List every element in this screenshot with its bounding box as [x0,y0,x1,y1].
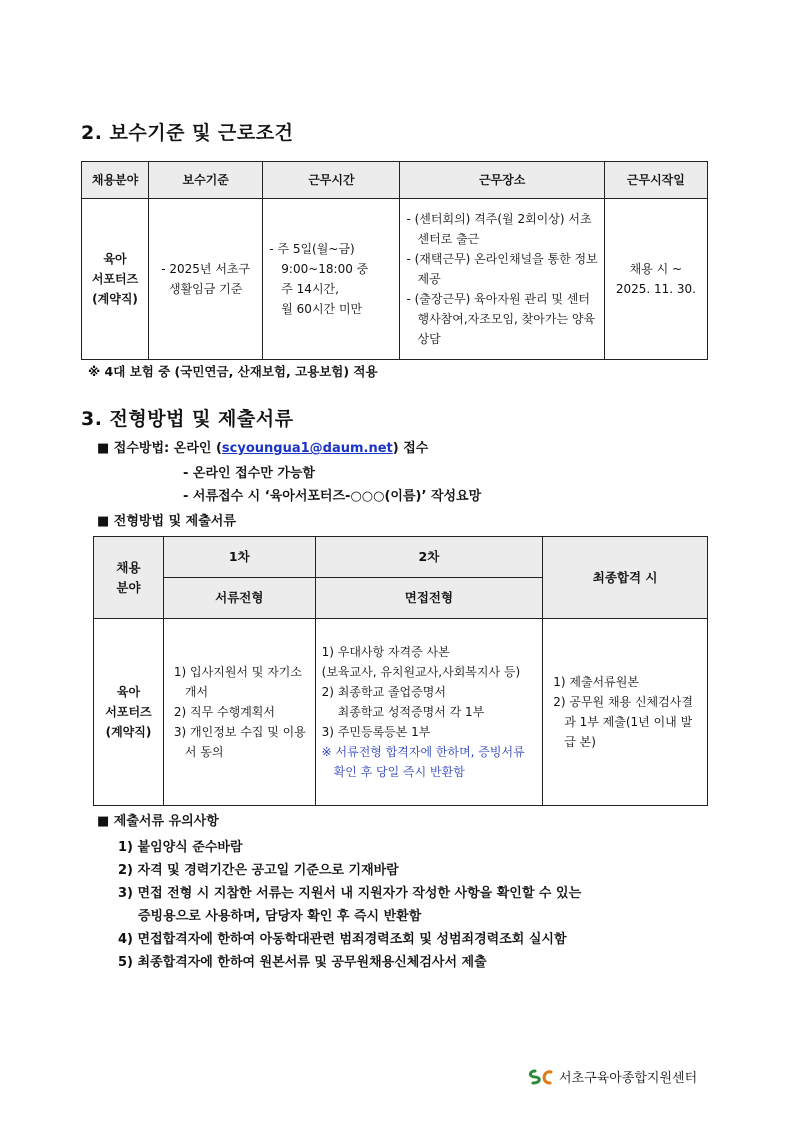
selection-table [93,536,708,806]
notes-list [118,836,581,974]
section3-title: 3. 전형방법 및 제출서류 [81,408,294,430]
place-item: - (재택근무) 온라인채널을 통한 정보제공 [406,252,598,286]
header-pay: 보수기준 [149,162,263,199]
method-title: ■ 전형방법 및 제출서류 [97,514,236,529]
email-link[interactable]: scyoungua1@daum.net [221,441,393,456]
note-item: 증빙용으로 사용하며, 담당자 확인 후 즉시 반환함 [138,909,422,924]
doc-item: 2) 직무 수행계획서 [173,705,275,719]
cell-hours: - 주 5일(월~금) 9:00~18:00 중 주 14시간, 월 60시간 미만 [263,199,400,360]
header-hours: 근무시간 [263,162,400,199]
footer [527,1067,697,1086]
cell-first [163,619,315,806]
header-first-sub: 서류전형 [163,578,315,619]
cell-final [543,619,708,806]
insurance-note: ※ 4대 보험 중 (국민연금, 산재보험, 고용보험) 적용 [88,364,378,379]
cell-field: 육아 서포터즈 (계약직) [94,619,164,806]
apply-item: - 서류접수 시 ‘육아서포터즈-○○○(이름)’ 작성요망 [183,489,482,504]
header-field: 채용분야 [82,162,149,199]
apply-item: - 온라인 접수만 가능함 [183,466,315,481]
header-first: 1차 [163,537,315,578]
cell-start: 채용 시 ~ 2025. 11. 30. [604,199,707,360]
note-item: 1) 붙임양식 준수바람 [118,840,243,855]
header-second: 2차 [315,537,543,578]
header-place: 근무장소 [400,162,604,199]
second-note: ※ 서류전형 합격자에 한하며, 증빙서류 확인 후 당일 즉시 반환함 [321,745,525,779]
notes-title: ■ 제출서류 유의사항 [97,814,219,829]
note-item: 2) 자격 및 경력기간은 공고일 기준으로 기재바람 [118,863,399,878]
section2-title: 2. 보수기준 및 근로조건 [81,122,294,144]
pay-conditions-table [81,161,708,360]
doc-item: 1) 입사지원서 및 자기소개서 [173,665,302,699]
cell-second: 1) 우대사항 자격증 사본 (보육교사, 유치원교사,사회복지사 등) 2) 최종학교 졸업증명서 최종학교 성적증명서 각 1부 3) 주민등록등본 1부 ※ 서류전형 합격자에 한하며, 증빙서류 확인 후 당일 즉시 반환함 [315,619,543,806]
header-start: 근무시작일 [604,162,707,199]
doc-item: 1) 제출서류원본 [553,675,639,689]
note-item: 4) 면접합격자에 한하여 아동학대관련 범죄경력조회 및 성범죄경력조회 실시함 [118,932,567,947]
apply-method: ■ 접수방법: 온라인 (scyoungua1@daum.net) 접수 [97,441,429,456]
note-item: 3) 면접 전형 시 지참한 서류는 지원서 내 지원자가 작성한 사항을 확인할 수 있는 [118,886,582,901]
doc-item: 3) 개인정보 수집 및 이용서 동의 [173,725,306,759]
cell-pay: - 2025년 서초구 생활임금 기준 [149,199,263,360]
header-second-sub: 면접전형 [315,578,543,619]
header-field: 채용 분야 [94,537,164,619]
org-name: 서초구육아종합지원센터 [559,1071,698,1086]
header-final: 최종합격 시 [543,537,708,619]
cell-field: 육아 서포터즈 (계약직) [82,199,149,360]
place-item: - (출장근무) 육아자원 관리 및 센터 행사참여,자조모임, 찾아가는 양육상담 [406,292,596,346]
doc-item: 2) 공무원 채용 신체검사결과 1부 제출(1년 이내 발급 본) [553,695,693,749]
org-logo-icon [527,1068,555,1086]
place-item: - (센터회의) 격주(월 2회이상) 서초센터로 출근 [406,212,592,246]
note-item: 5) 최종합격자에 한하여 원본서류 및 공무원채용신체검사서 제출 [118,955,487,970]
cell-places [400,199,604,360]
